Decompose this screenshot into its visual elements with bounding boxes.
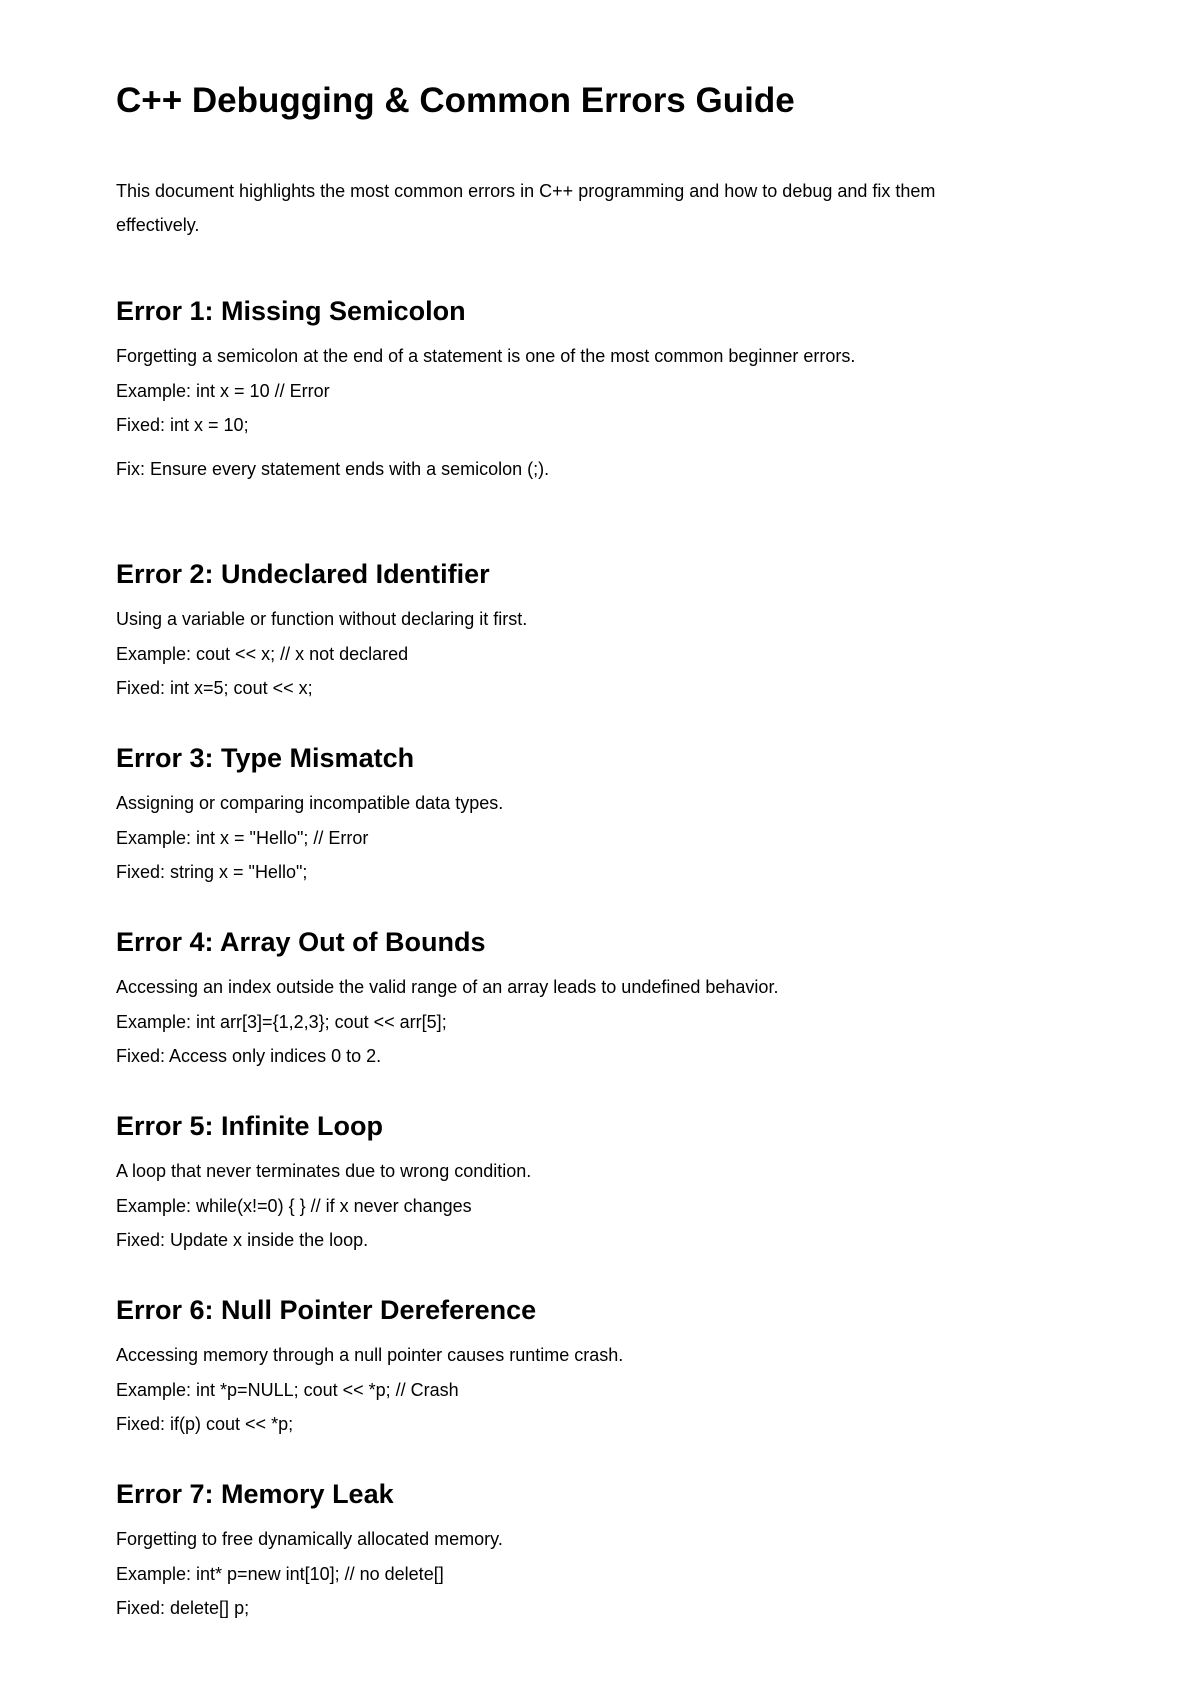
section-description: Forgetting a semicolon at the end of a statement is one of the most common beginner errors.: [116, 346, 856, 366]
error-section-5: [116, 1108, 1016, 1258]
section-heading: Error 7: Memory Leak: [116, 1479, 394, 1509]
code-fixed: Fixed: int x = 10;: [116, 415, 249, 435]
section-description: Accessing an index outside the valid range of an array leads to undefined behavior.: [116, 977, 779, 997]
intro-paragraph: This document highlights the most common errors in C++ programming and how to debug and fix them effectively.: [116, 181, 936, 235]
page-title: C++ Debugging & Common Errors Guide: [116, 81, 795, 120]
section-heading: Error 3: Type Mismatch: [116, 743, 415, 773]
code-example: Example: int* p=new int[10]; // no delete[]: [116, 1563, 444, 1584]
code-example: Example: int x = "Hello"; // Error: [116, 827, 369, 848]
section-description: Assigning or comparing incompatible data types.: [116, 793, 504, 813]
fix-note: Fix: Ensure every statement ends with a semicolon (;).: [116, 458, 550, 479]
section-heading: Error 1: Missing Semicolon: [116, 296, 466, 326]
section-description: Accessing memory through a null pointer causes runtime crash.: [116, 1345, 624, 1365]
section-heading: Error 6: Null Pointer Dereference: [116, 1295, 537, 1325]
error-section-4: [116, 924, 1016, 1074]
code-fixed: Fixed: int x=5; cout << x;: [116, 678, 313, 698]
code-example: Example: while(x!=0) { } // if x never changes: [116, 1195, 472, 1216]
code-example: Example: int x = 10 // Error: [116, 380, 330, 401]
section-heading: Error 5: Infinite Loop: [116, 1111, 383, 1141]
section-heading: Error 4: Array Out of Bounds: [116, 927, 486, 957]
code-example: Example: int *p=NULL; cout << *p; // Crash: [116, 1379, 459, 1400]
section-description: A loop that never terminates due to wrong condition.: [116, 1161, 532, 1181]
code-fixed: Fixed: Update x inside the loop.: [116, 1230, 369, 1250]
section-heading: Error 2: Undeclared Identifier: [116, 559, 490, 589]
error-section-7: [116, 1476, 1016, 1626]
section-description: Using a variable or function without declaring it first.: [116, 609, 528, 629]
error-section-2: [116, 556, 1016, 706]
code-example: Example: int arr[3]={1,2,3}; cout << arr[5];: [116, 1011, 447, 1032]
code-fixed: Fixed: string x = "Hello";: [116, 862, 308, 882]
section-description: Forgetting to free dynamically allocated memory.: [116, 1529, 503, 1549]
error-section-1: [116, 293, 1016, 484]
error-section-6: [116, 1292, 1016, 1442]
code-fixed: Fixed: delete[] p;: [116, 1598, 250, 1618]
error-section-3: [116, 740, 1016, 890]
code-example: Example: cout << x; // x not declared: [116, 643, 409, 664]
code-fixed: Fixed: Access only indices 0 to 2.: [116, 1046, 382, 1066]
code-fixed: Fixed: if(p) cout << *p;: [116, 1414, 294, 1434]
